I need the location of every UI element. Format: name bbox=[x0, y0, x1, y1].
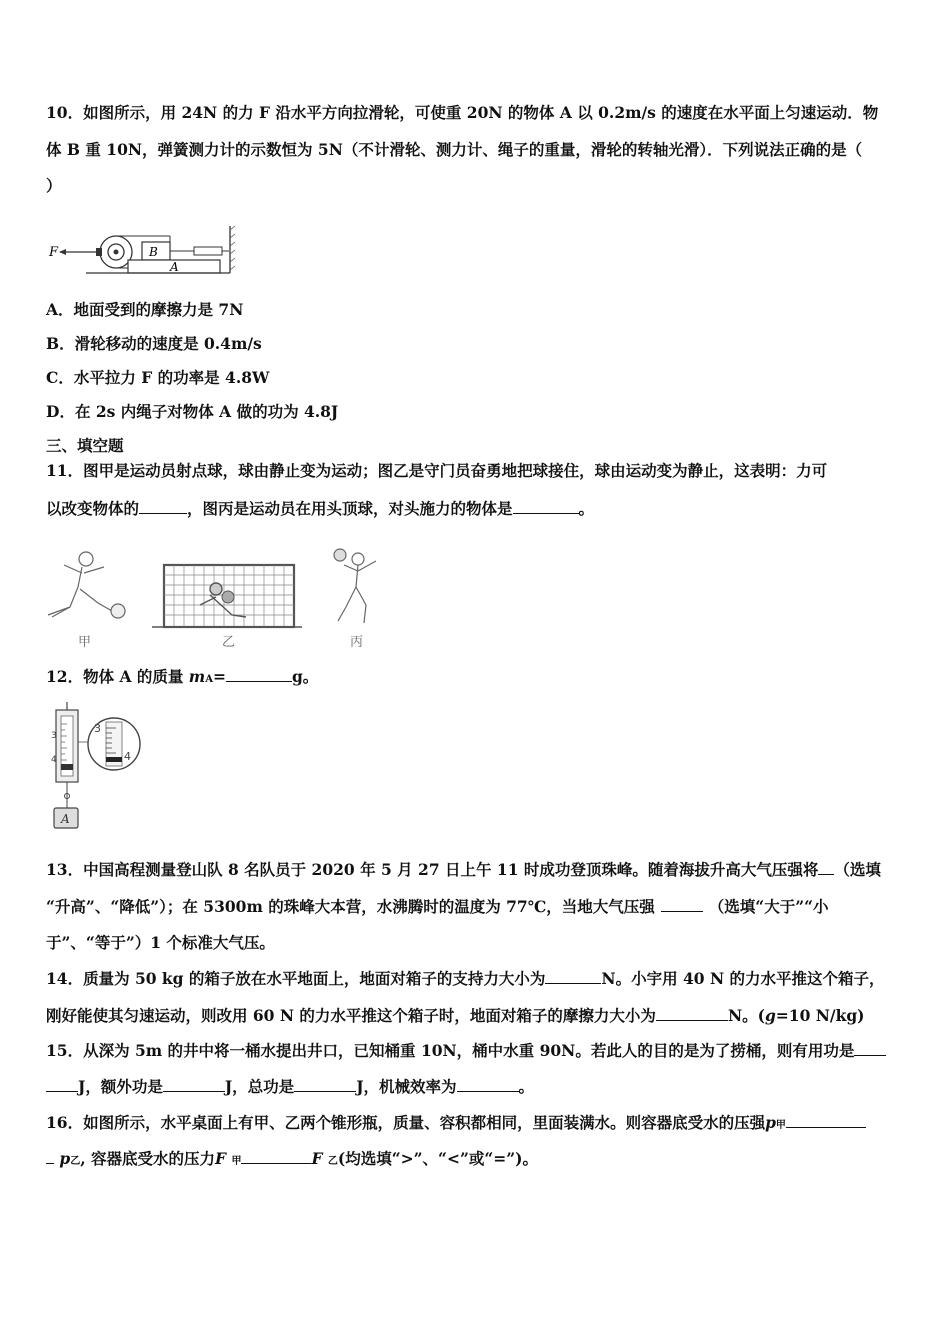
magnified-pointer bbox=[106, 757, 122, 762]
q16-blank-2[interactable] bbox=[241, 1148, 311, 1164]
q10-option-a: A．地面受到的摩擦力是 7N bbox=[46, 300, 244, 319]
q13-text-2a: “升高”、“降低”）；在 5300m 的珠峰大本营，水沸腾时的温度为 77℃，当地大气压强 bbox=[46, 897, 655, 916]
q12-text-a: 12．物体 A 的质量 bbox=[46, 667, 189, 686]
q10-pulley-figure bbox=[46, 222, 236, 280]
q14-text-2b: N。( bbox=[727, 1006, 765, 1025]
q14-var-g: g bbox=[764, 1006, 776, 1025]
q12-text-c: g。 bbox=[291, 667, 319, 686]
q15-blank-4[interactable] bbox=[457, 1076, 519, 1092]
wall-hatching bbox=[230, 226, 235, 270]
q13-text-2b: （选填“大于”“小 bbox=[708, 897, 829, 916]
section-title-fill-blank: 三、填空题 bbox=[46, 436, 124, 455]
scale-pointer bbox=[61, 764, 73, 770]
pulley-axle bbox=[114, 250, 119, 255]
q16-blank-1a[interactable] bbox=[786, 1112, 866, 1128]
q12-sub-a: A bbox=[205, 674, 213, 685]
q12-blank[interactable] bbox=[226, 666, 292, 682]
q10-line-3: ） bbox=[46, 176, 62, 195]
q15-blank-1b[interactable] bbox=[46, 1076, 78, 1092]
q14-text-1a: 14．质量为 50 kg 的箱子放在水平地面上，地面对箱子的支持力大小为 bbox=[46, 969, 546, 988]
q12-text-b: = bbox=[212, 667, 226, 686]
q11-blank-1[interactable] bbox=[139, 498, 187, 514]
q16-sub-yi-2: 乙 bbox=[327, 1156, 338, 1167]
q10-line-2: 体 B 重 10N，弹簧测力计的示数恒为 5N（不计滑轮、测力计、绳子的重量，滑轮的转轴光滑）．下列说法正确的是（ bbox=[46, 140, 863, 159]
q14-blank-2[interactable] bbox=[656, 1005, 728, 1021]
q11-text-a: 以改变物体的 bbox=[46, 499, 140, 518]
q15-text-2d: 。 bbox=[518, 1077, 535, 1096]
q12-line bbox=[46, 666, 318, 690]
q15-text-2b: J，总功是 bbox=[224, 1077, 295, 1096]
q15-line-2 bbox=[46, 1076, 534, 1097]
q12-spring-scale-figure bbox=[48, 702, 152, 832]
q16-sub-jia-2: 甲 bbox=[231, 1156, 242, 1167]
q16-var-p: p bbox=[765, 1113, 776, 1132]
kicked-ball bbox=[111, 604, 125, 618]
q14-text-2c: =10 N/kg) bbox=[775, 1006, 865, 1025]
goal-illustration bbox=[152, 565, 302, 627]
q15-text-2c: J，机械效率为 bbox=[356, 1077, 457, 1096]
pulley-hook bbox=[96, 248, 102, 256]
q11-blank-2[interactable] bbox=[513, 498, 579, 514]
scale-label-3: 3 bbox=[51, 731, 57, 741]
q14-line-2 bbox=[46, 1005, 865, 1026]
q10-option-b: B．滑轮移动的速度是 0.4m/s bbox=[46, 334, 262, 353]
q16-text-1: 16．如图所示，水平桌面上有甲、乙两个锥形瓶，质量、容积都相同，里面装满水。则容器底受水的压强 bbox=[46, 1113, 766, 1132]
q13-text-1: 13．中国高程测量登山队 8 名队员于 2020 年 5 月 27 日上午 11 时成功登顶珠峰。随着海拔升高大气压强将 bbox=[46, 860, 819, 879]
header-illustration bbox=[334, 549, 376, 623]
q10-option-d: D．在 2s 内绳子对物体 A 做的功为 4.8J bbox=[46, 402, 339, 421]
caption-yi: 乙 bbox=[222, 635, 236, 650]
q11-text-c: 。 bbox=[578, 499, 595, 518]
q16-var-f: F bbox=[215, 1149, 227, 1168]
q11-text-b: ，图丙是运动员在用头顶球，对头施力的物体是 bbox=[187, 499, 513, 518]
q14-text-2a: 刚好能使其匀速运动，则改用 60 N 的力水平推这个箱子时，地面对箱子的摩擦力大小为 bbox=[46, 1006, 656, 1025]
q14-blank-1[interactable] bbox=[545, 968, 601, 984]
scale-label-4: 4 bbox=[51, 755, 57, 765]
q13-blank-2[interactable] bbox=[661, 896, 703, 912]
caption-bing: 丙 bbox=[350, 635, 364, 650]
q16-text-2-end: (均选填“>”、“<”或“=”)。 bbox=[337, 1149, 539, 1168]
q14-text-1b: N。小宇用 40 N 的力水平推这个箱子， bbox=[601, 969, 885, 988]
q16-sub-jia-1: 甲 bbox=[775, 1120, 786, 1131]
kicker-illustration bbox=[48, 552, 112, 617]
q14-line-1 bbox=[46, 968, 885, 989]
q15-text-2a: J，额外功是 bbox=[78, 1077, 163, 1096]
q10-force-label: F bbox=[49, 245, 59, 260]
caption-jia: 甲 bbox=[78, 635, 92, 650]
q15-blank-1a[interactable] bbox=[854, 1040, 886, 1056]
q16-text-2a: , 容器底受水的压力 bbox=[80, 1149, 216, 1168]
q13-text-1-end: （选填 bbox=[834, 860, 881, 879]
q15-blank-3[interactable] bbox=[294, 1076, 356, 1092]
q10-line-1: 10．如图所示，用 24N 的力 F 沿水平方向拉滑轮，可使重 20N 的物体 A 以 0.2m/s 的速度在水平面上匀速运动．物 bbox=[46, 103, 879, 122]
q12-var-m: m bbox=[188, 667, 206, 686]
spring-scale bbox=[194, 247, 222, 255]
magnified-label-3: 3 bbox=[94, 722, 101, 735]
q15-text-1: 15．从深为 5m 的井中将一桶水提出井口，已知桶重 10N，桶中水重 90N。若此人的目的是为了捞桶，则有用功是 bbox=[46, 1041, 855, 1060]
q15-blank-2[interactable] bbox=[163, 1076, 225, 1092]
block-b-label: B bbox=[149, 245, 158, 259]
q13-line-1 bbox=[46, 859, 881, 880]
q11-line-1: 11．图甲是运动员射点球，球由静止变为运动；图乙是守门员奋勇地把球接住，球由运动变为静止，这表明：力可 bbox=[46, 461, 828, 480]
q15-line-1 bbox=[46, 1040, 886, 1061]
block-a-label: A bbox=[170, 260, 179, 274]
q16-var-f-2: F bbox=[311, 1149, 323, 1168]
q13-blank-1[interactable] bbox=[818, 859, 834, 875]
q11-sports-figure bbox=[40, 545, 400, 653]
q16-blank-1b[interactable] bbox=[46, 1148, 54, 1164]
q13-line-3: 于”、“等于”）1 个标准大气压。 bbox=[46, 933, 275, 952]
q16-sub-yi-1: 乙 bbox=[70, 1156, 81, 1167]
q11-line-2 bbox=[46, 498, 594, 519]
q13-line-2 bbox=[46, 896, 829, 917]
q16-line-1 bbox=[46, 1112, 866, 1136]
magnified-label-4: 4 bbox=[124, 750, 131, 763]
mass-a-label: A bbox=[61, 812, 70, 826]
q10-option-c: C．水平拉力 F 的功率是 4.8W bbox=[46, 368, 270, 387]
q16-line-2 bbox=[46, 1148, 538, 1172]
q16-var-p-2: p bbox=[59, 1149, 71, 1168]
force-arrowhead bbox=[59, 249, 66, 255]
